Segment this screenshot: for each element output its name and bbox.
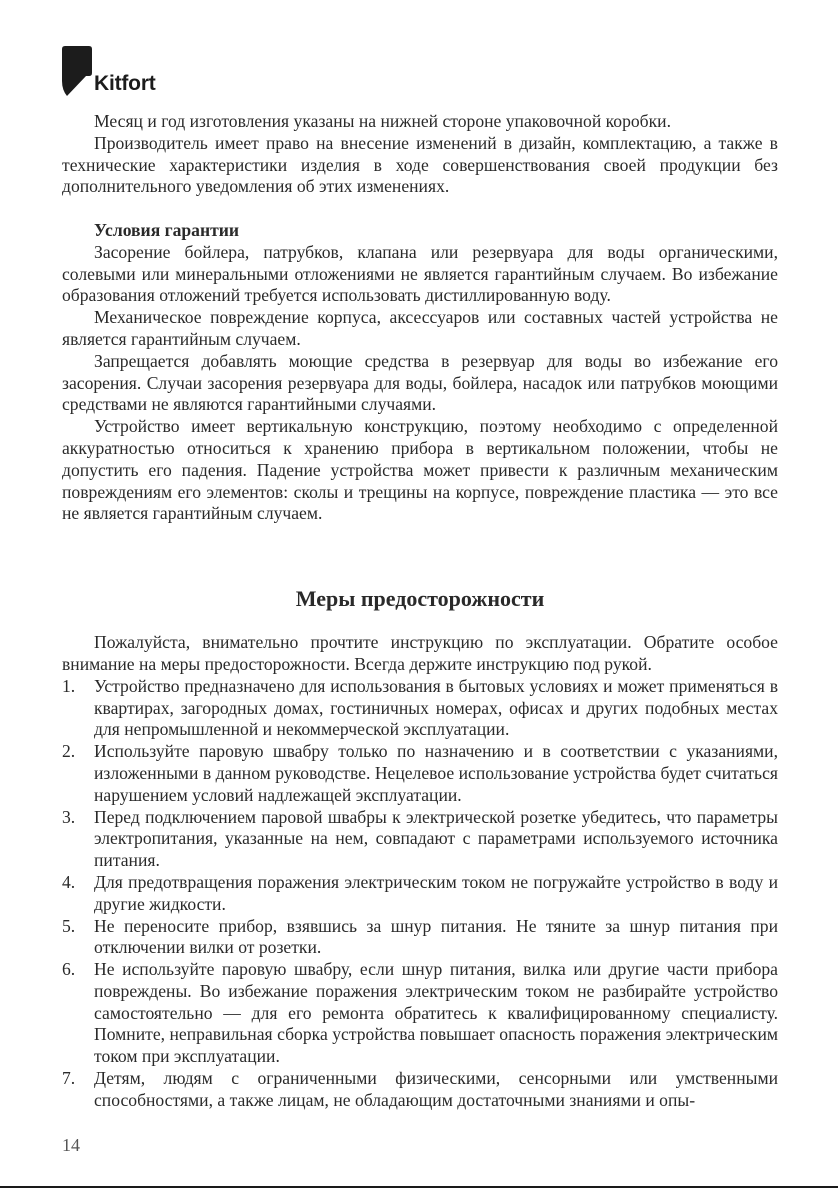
page-content — [62, 111, 778, 1112]
list-item-text: Не переносите прибор, взявшись за шнур питания. Не тяните за шнур питания при отключении вилки от розетки. — [94, 915, 778, 958]
list-item-text: Устройство предназначено для использования в бытовых условиях и может применяться в квартирах, загородных домах, гостиничных номерах, офисах и других подобных местах для непромышленной и некоммерческой эксплуатации. — [94, 675, 778, 740]
warranty-paragraph: Засорение бойлера, патрубков, клапана или резервуара для воды органическими, солевыми или минеральными отложениями не является гарантийным случаем. Во избежание образования отложений требуется использовать дистиллированную воду. — [62, 241, 778, 306]
precautions-title: Меры предосторожности — [295, 586, 545, 612]
brand-name: Kitfort — [94, 72, 156, 95]
list-item-number: 6. — [62, 959, 76, 980]
precautions-list — [62, 676, 778, 1112]
list-item-text: Для предотвращения поражения электрическим током не погружайте устройство в воду и другие жидкости. — [94, 871, 778, 914]
list-item-number: 7. — [62, 1068, 76, 1089]
warranty-paragraph: Запрещается добавлять моющие средства в резервуар для воды во избежание его засорения. Случаи засорения резервуара для воды, бойлера, насадок или патрубков моющими средствами не являются гарантийными случаями. — [62, 350, 778, 415]
list-item-text: Перед подключением паровой швабры к электрической розетке убедитесь, что параметры электропитания, указанные на нем, совпадают с параметрами используемого источника питания. — [94, 806, 778, 871]
list-item — [62, 959, 778, 1068]
intro-paragraph-2: Производитель имеет право на внесение изменений в дизайн, комплектацию, а также в технические характеристики изделия в ходе совершенствования своей продукции без дополнительного уведомления об этих изменениях. — [62, 132, 778, 197]
list-item — [62, 741, 778, 806]
list-item-text: Используйте паровую швабру только по назначению и в соответствии с указаниями, изложенными в данном руководстве. Нецелевое использование устройства будет считаться нарушением условий надлежащей эксплуатации. — [94, 741, 778, 805]
list-item-number: 5. — [62, 915, 76, 936]
list-item — [62, 916, 778, 960]
list-item-number: 4. — [62, 871, 76, 892]
precautions-intro: Пожалуйста, внимательно прочтите инструкцию по эксплуатации. Обратите особое внимание на меры предосторожности. Всегда держите инструкцию под рукой. — [62, 632, 778, 674]
warranty-paragraph: Устройство имеет вертикальную конструкцию, поэтому необходимо с определенной аккуратностью относиться к хранению прибора в вертикальном положении, чтобы не допустить его падения. Падение устройства может привести к различным механическим повреждениям его элементов: сколы и трещины на корпусе, повреждение пластика — это все не является гарантийным случаем. — [62, 416, 778, 524]
list-item-text: Детям, людям с ограниченными физическими, сенсорными или умственными способностями, а также лицам, не обладающим достаточными знаниями и опы- — [94, 1068, 778, 1110]
intro-paragraph-1: Месяц и год изготовления указаны на нижней стороне упаковочной коробки. — [94, 111, 671, 131]
kitfort-logo-icon — [62, 46, 92, 96]
list-item — [62, 1068, 778, 1112]
page-number: 14 — [62, 1135, 80, 1155]
list-item — [62, 807, 778, 872]
brand-logo — [62, 46, 156, 96]
list-item-number: 2. — [62, 741, 76, 762]
list-item — [62, 872, 778, 916]
list-item — [62, 676, 778, 741]
list-item-number: 1. — [62, 675, 76, 696]
list-item-number: 3. — [62, 806, 76, 827]
warranty-heading: Условия гарантии — [94, 219, 240, 240]
page-bottom-divider — [0, 1186, 838, 1188]
list-item-text: Не используйте паровую швабру, если шнур питания, вилка или другие части прибора повреждены. Во избежание поражения электрическим током не разбирайте устройство самостоятельно — для его ремонта обратитесь к квалифицированному специалисту. Помните, неправильная сборка устройства повышает опасность поражения электрическим током при эксплуатации. — [94, 959, 778, 1067]
warranty-paragraph: Механическое повреждение корпуса, аксессуаров или составных частей устройства не является гарантийным случаем. — [62, 307, 778, 349]
